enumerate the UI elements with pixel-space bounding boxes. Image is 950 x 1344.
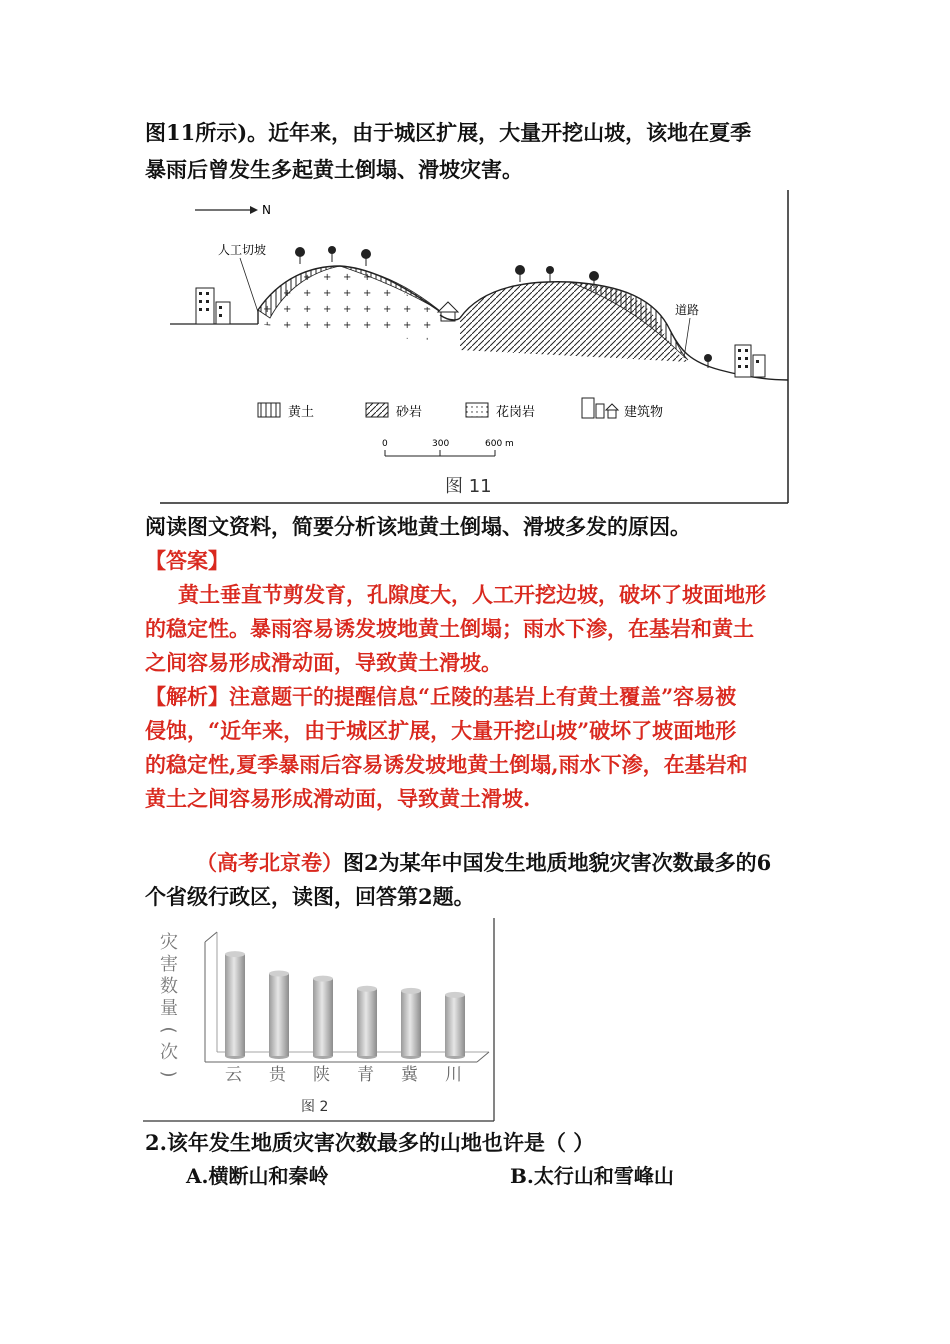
y-label-char: 灾 bbox=[160, 932, 178, 953]
x-tick-label: 陕 bbox=[313, 1065, 330, 1085]
y-axis-label bbox=[158, 932, 179, 1078]
bars bbox=[225, 951, 465, 1059]
bar-青 bbox=[357, 986, 377, 1059]
analysis-line-3: 的稳定性,夏季暴雨后容易诱发坡地黄土倒塌,雨水下渗，在基岩和 bbox=[145, 752, 748, 777]
analysis-line-1: 【解析】注意题干的提醒信息“丘陵的基岩上有黄土覆盖”容易被 bbox=[145, 684, 737, 709]
y-label-char: 量 bbox=[160, 998, 178, 1019]
answer-line-3: 之间容易形成滑动面，导致黄土滑坡。 bbox=[145, 650, 502, 675]
analysis-line-2: 侵蚀，“近年来，由于城区扩展，大量开挖山坡”破坏了坡面地形 bbox=[145, 718, 737, 743]
option-a[interactable]: A.横断山和秦岭 bbox=[186, 1164, 329, 1188]
legend-loess-label: 黄土 bbox=[288, 405, 315, 420]
x-tick-label: 川 bbox=[445, 1065, 462, 1085]
cross-section-svg bbox=[160, 190, 790, 505]
x-tick-label: 青 bbox=[357, 1065, 374, 1085]
q2-intro-text: 图2为某年中国发生地质地貌灾害次数最多的6 bbox=[343, 850, 772, 875]
option-b[interactable]: B.太行山和雪峰山 bbox=[510, 1164, 674, 1188]
x-tick-label: 云 bbox=[225, 1065, 242, 1085]
house-icon bbox=[438, 302, 458, 321]
bar-贵 bbox=[269, 971, 289, 1059]
scale-tick-0: 0 bbox=[382, 439, 388, 449]
legend-sandstone-swatch bbox=[366, 403, 388, 417]
question-2: 2.该年发生地质灾害次数最多的山地也许是（ ） bbox=[145, 1130, 595, 1155]
analysis-line-4: 黄土之间容易形成滑动面，导致黄土滑坡. bbox=[145, 786, 531, 811]
chart-svg bbox=[143, 918, 495, 1122]
building-icon bbox=[735, 345, 765, 377]
figure-11-caption: 图 11 bbox=[445, 476, 492, 497]
intro-line-1: 图11所示)。近年来，由于城区扩展，大量开挖山坡，该地在夏季 bbox=[145, 120, 752, 145]
y-label-char: 害 bbox=[160, 954, 178, 975]
legend-building-label: 建筑物 bbox=[624, 405, 664, 420]
figure-11 bbox=[160, 190, 790, 505]
x-tick-label: 贵 bbox=[269, 1065, 286, 1085]
legend-granite-swatch bbox=[466, 403, 488, 417]
bar-云 bbox=[225, 951, 245, 1059]
legend-loess-swatch bbox=[258, 403, 280, 417]
question-1: 阅读图文资料，简要分析该地黄土倒塌、滑坡多发的原因。 bbox=[145, 514, 691, 539]
road-label: 道路 bbox=[675, 303, 700, 317]
q2-source: （高考北京卷） bbox=[196, 850, 343, 875]
bar-川 bbox=[445, 992, 465, 1059]
building-icon bbox=[196, 288, 230, 324]
x-tick-label: 冀 bbox=[401, 1065, 418, 1085]
answer-header: 【答案】 bbox=[145, 548, 229, 573]
legend-sandstone-label: 砂岩 bbox=[396, 405, 423, 420]
answer-line-1: 黄土垂直节剪发育，孔隙度大，人工开挖边坡，破坏了坡面地形 bbox=[178, 582, 766, 607]
y-label-char: ( bbox=[158, 1026, 179, 1034]
scale-tick-300: 300 bbox=[432, 439, 450, 449]
north-label: N bbox=[262, 203, 271, 217]
scale-bar bbox=[385, 450, 495, 456]
chart-caption: 图 2 bbox=[301, 1099, 329, 1115]
bar-陕 bbox=[313, 976, 333, 1059]
cut-slope-label: 人工切坡 bbox=[218, 243, 267, 257]
q2-intro-line-1 bbox=[196, 848, 771, 878]
bar-冀 bbox=[401, 988, 421, 1059]
y-label-char: ) bbox=[158, 1070, 179, 1078]
y-label-char: 数 bbox=[160, 976, 178, 997]
figure-2-chart bbox=[143, 918, 495, 1122]
legend-building-icon bbox=[582, 398, 618, 418]
scale-tick-600: 600 m bbox=[485, 439, 514, 449]
q2-intro-line-2: 个省级行政区，读图，回答第2题。 bbox=[145, 884, 475, 909]
answer-line-2: 的稳定性。暴雨容易诱发坡地黄土倒塌；雨水下渗，在基岩和黄土 bbox=[145, 616, 754, 641]
legend-granite-label: 花岗岩 bbox=[496, 405, 536, 420]
intro-line-2: 暴雨后曾发生多起黄土倒塌、滑坡灾害。 bbox=[145, 157, 523, 182]
north-arrow-icon bbox=[195, 206, 258, 214]
x-ticks bbox=[225, 1064, 462, 1085]
y-label-char: 次 bbox=[160, 1042, 178, 1063]
